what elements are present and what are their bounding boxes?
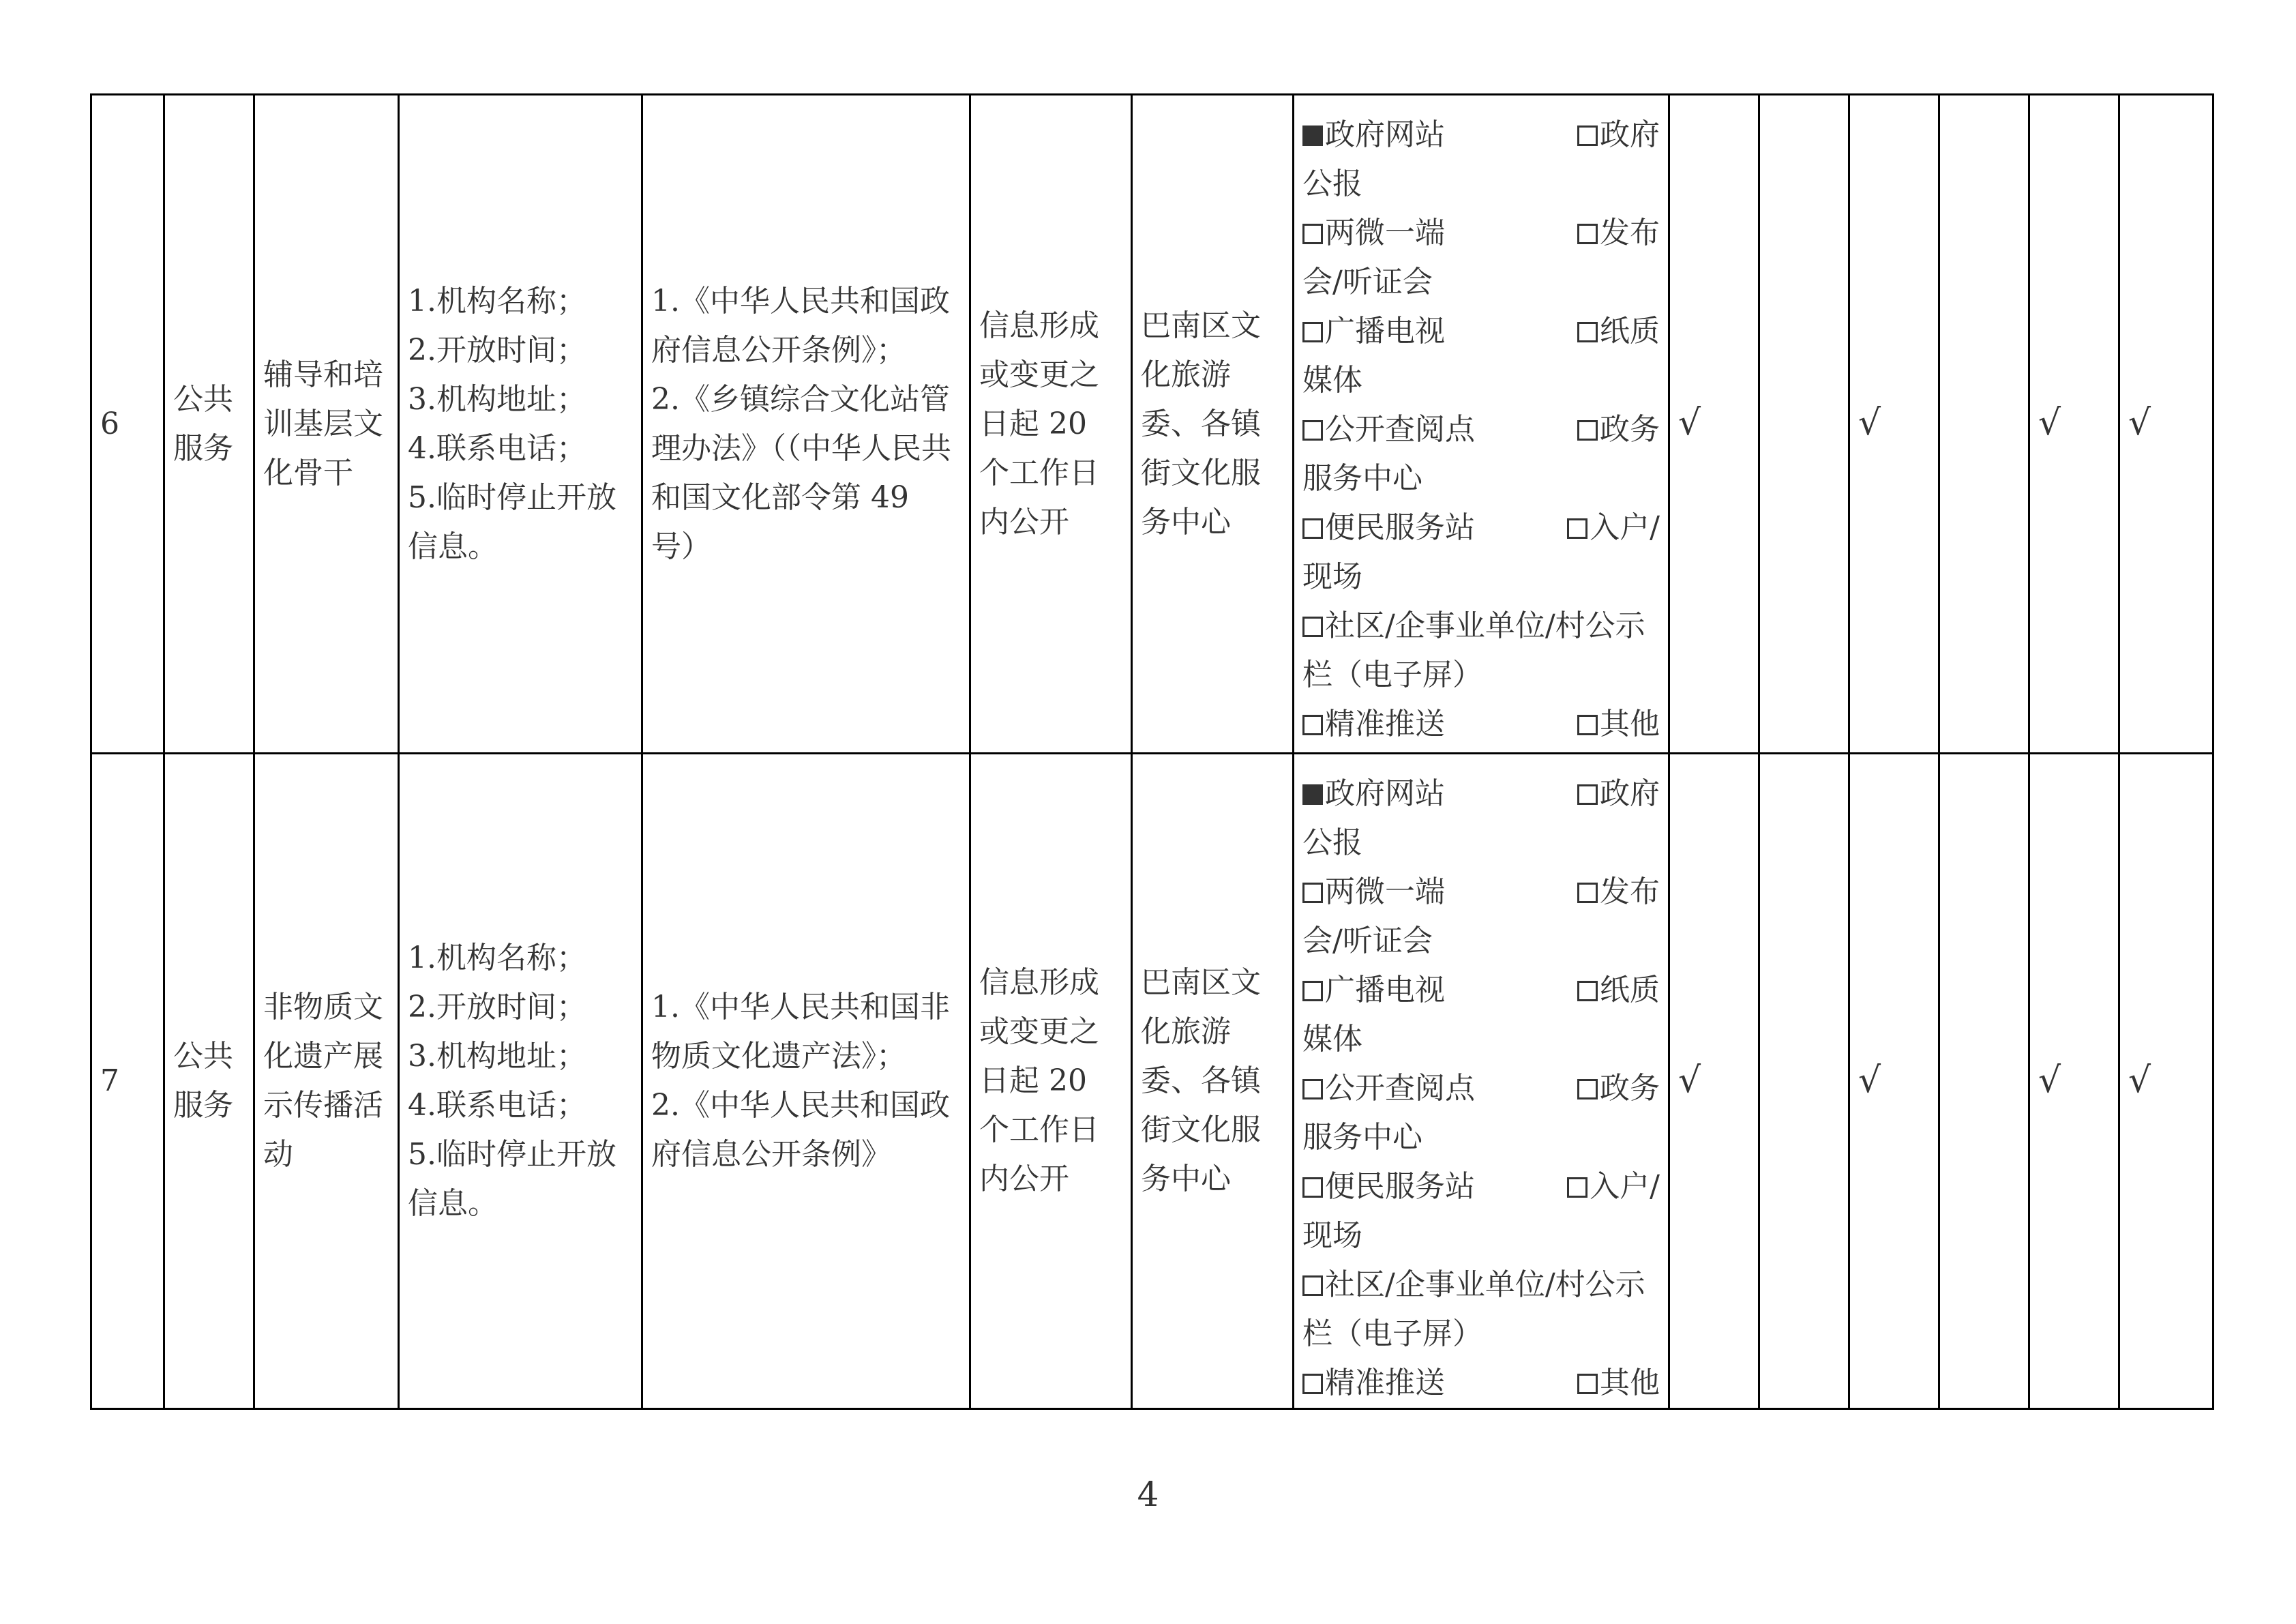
channel-label: 发布 bbox=[1600, 874, 1660, 909]
basis-cell bbox=[642, 754, 970, 1409]
basis-line: 1.《中华人民共和国非物质文化遗产法》； bbox=[651, 990, 950, 1074]
channel-label: 公开查阅点 bbox=[1325, 1071, 1475, 1106]
unchecked-box-icon bbox=[1577, 1079, 1598, 1099]
channel-option bbox=[1577, 1359, 1660, 1408]
category-cell: 公共服务 bbox=[164, 754, 254, 1409]
content-line: 5.临时停止开放信息。 bbox=[408, 479, 616, 564]
channel-label: 精准推送 bbox=[1325, 707, 1445, 741]
channel-continuation: 会/听证会 bbox=[1302, 265, 1433, 299]
channel-option bbox=[1302, 700, 1445, 749]
unchecked-box-icon bbox=[1577, 784, 1598, 805]
channel-label: 政府网站 bbox=[1325, 776, 1445, 811]
channel-option bbox=[1302, 307, 1445, 356]
channel-option bbox=[1577, 307, 1660, 356]
channel-continuation: 公报 bbox=[1302, 825, 1362, 860]
row-number: 6 bbox=[91, 95, 164, 754]
mark-cell bbox=[1759, 95, 1849, 754]
time-limit-cell: 信息形成或变更之日起 20 个工作日内公开 bbox=[970, 95, 1132, 754]
channel-option-pair bbox=[1302, 1162, 1660, 1211]
channel-option-pair bbox=[1302, 209, 1660, 258]
channel-option-pair bbox=[1302, 868, 1660, 917]
channel-label: 两微一端 bbox=[1325, 216, 1445, 250]
content-cell bbox=[399, 754, 642, 1409]
channel-label: 政府网站 bbox=[1325, 117, 1445, 152]
mark-cell bbox=[2119, 95, 2213, 754]
channel-option-pair bbox=[1302, 1359, 1660, 1408]
channels-cell bbox=[1294, 95, 1669, 754]
channel-option bbox=[1302, 966, 1445, 1015]
mark-cell bbox=[1849, 754, 1939, 1409]
channel-label: 政府 bbox=[1600, 117, 1660, 152]
check-mark-icon: √ bbox=[2038, 1059, 2061, 1101]
channel-label: 政务 bbox=[1600, 412, 1660, 447]
channel-label: 社区/企事业单位/村公示 bbox=[1325, 608, 1645, 643]
channel-continuation: 栏（电子屏） bbox=[1302, 658, 1482, 692]
basis-line: 2.《乡镇综合文化站管理办法》（（中华人民共和国文化部令第 49 号） bbox=[651, 381, 951, 564]
check-mark-icon: √ bbox=[1678, 1059, 1701, 1101]
channel-option bbox=[1577, 110, 1660, 160]
row-number: 7 bbox=[91, 754, 164, 1409]
table-row bbox=[91, 754, 2213, 1409]
unchecked-box-icon bbox=[1577, 1374, 1598, 1394]
channel-label: 其他 bbox=[1600, 707, 1660, 741]
channel-option bbox=[1577, 769, 1660, 818]
item-cell: 辅导和培训基层文化骨干 bbox=[254, 95, 399, 754]
channel-option bbox=[1577, 209, 1660, 258]
channel-option bbox=[1302, 868, 1445, 917]
channel-continuation: 公报 bbox=[1302, 166, 1362, 201]
channel-continuation: 会/听证会 bbox=[1302, 924, 1433, 958]
mark-cell bbox=[1849, 95, 1939, 754]
content-line: 2.开放时间； bbox=[408, 332, 586, 368]
content-line: 3.机构地址； bbox=[408, 1039, 586, 1074]
mark-cell bbox=[2029, 754, 2119, 1409]
mark-cell bbox=[1669, 754, 1759, 1409]
basis-line: 2.《中华人民共和国政府信息公开条例》 bbox=[651, 1088, 950, 1172]
basis-line: 1.《中华人民共和国政府信息公开条例》； bbox=[651, 283, 950, 368]
channel-option bbox=[1302, 503, 1475, 552]
content-line: 4.联系电话； bbox=[408, 430, 586, 466]
mark-cell bbox=[1939, 754, 2029, 1409]
channel-continuation: 现场 bbox=[1302, 1218, 1362, 1253]
channel-continuation: 现场 bbox=[1302, 559, 1362, 594]
unchecked-box-icon bbox=[1577, 224, 1598, 244]
channel-option bbox=[1567, 503, 1660, 552]
check-mark-icon: √ bbox=[1858, 1059, 1881, 1101]
unchecked-box-icon bbox=[1302, 322, 1323, 342]
channel-option bbox=[1577, 868, 1660, 917]
channel-continuation: 媒体 bbox=[1302, 363, 1362, 398]
unchecked-box-icon bbox=[1302, 883, 1323, 903]
channel-option bbox=[1577, 966, 1660, 1015]
unchecked-box-icon bbox=[1302, 518, 1323, 539]
content-line: 1.机构名称； bbox=[408, 283, 586, 319]
disclosure-table bbox=[90, 93, 2214, 1410]
channel-option-pair bbox=[1302, 700, 1660, 749]
channel-continuation: 服务中心 bbox=[1302, 461, 1422, 496]
channel-option bbox=[1567, 1162, 1660, 1211]
channel-option bbox=[1302, 1162, 1475, 1211]
unchecked-box-icon bbox=[1577, 981, 1598, 1001]
mark-cell bbox=[1669, 95, 1759, 754]
unchecked-box-icon bbox=[1302, 1177, 1323, 1198]
unchecked-box-icon bbox=[1302, 1374, 1323, 1394]
unchecked-box-icon bbox=[1567, 518, 1587, 539]
checked-box-icon bbox=[1302, 126, 1323, 146]
unchecked-box-icon bbox=[1302, 1275, 1323, 1296]
channel-label: 社区/企事业单位/村公示 bbox=[1325, 1267, 1645, 1302]
channel-option-pair bbox=[1302, 110, 1660, 160]
channel-label: 便民服务站 bbox=[1325, 1169, 1475, 1204]
content-line: 2.开放时间； bbox=[408, 990, 586, 1024]
unchecked-box-icon bbox=[1302, 715, 1323, 735]
channel-label: 广播电视 bbox=[1325, 973, 1445, 1007]
channel-label: 入户/ bbox=[1590, 510, 1660, 545]
table-body bbox=[91, 95, 2213, 1409]
mark-cell bbox=[2029, 95, 2119, 754]
unchecked-box-icon bbox=[1577, 420, 1598, 441]
channel-label: 两微一端 bbox=[1325, 874, 1445, 909]
page-number: 4 bbox=[1137, 1475, 1159, 1514]
unchecked-box-icon bbox=[1577, 126, 1598, 146]
unchecked-box-icon bbox=[1302, 981, 1323, 1001]
unchecked-box-icon bbox=[1577, 715, 1598, 735]
content-line: 5.临时停止开放信息。 bbox=[408, 1137, 616, 1221]
channel-label: 公开查阅点 bbox=[1325, 412, 1475, 447]
channel-label: 政府 bbox=[1600, 776, 1660, 811]
channel-option-pair bbox=[1302, 307, 1660, 356]
check-mark-icon: √ bbox=[2128, 1059, 2151, 1101]
channel-label: 广播电视 bbox=[1325, 314, 1445, 349]
channel-label: 入户/ bbox=[1590, 1169, 1660, 1204]
channel-option bbox=[1577, 405, 1660, 454]
channel-label: 政务 bbox=[1600, 1071, 1660, 1106]
content-cell bbox=[399, 95, 642, 754]
channel-option-pair bbox=[1302, 1064, 1660, 1113]
channel-option bbox=[1302, 209, 1445, 258]
channel-continuation: 栏（电子屏） bbox=[1302, 1316, 1482, 1351]
channel-option bbox=[1302, 1064, 1475, 1113]
channel-option bbox=[1577, 1064, 1660, 1113]
channel-continuation: 服务中心 bbox=[1302, 1120, 1422, 1155]
unchecked-box-icon bbox=[1302, 1079, 1323, 1099]
unchecked-box-icon bbox=[1302, 617, 1323, 637]
check-mark-icon: √ bbox=[2038, 402, 2061, 443]
mark-cell bbox=[1939, 95, 2029, 754]
channel-option bbox=[1302, 769, 1445, 818]
channel-list bbox=[1302, 110, 1660, 749]
channel-label: 纸质 bbox=[1600, 314, 1660, 349]
mark-cell bbox=[1759, 754, 1849, 1409]
channels-cell bbox=[1294, 754, 1669, 1409]
table-row bbox=[91, 95, 2213, 754]
check-mark-icon: √ bbox=[1678, 402, 1701, 443]
department-cell: 巴南区文化旅游委、各镇街文化服务中心 bbox=[1132, 95, 1294, 754]
basis-cell bbox=[642, 95, 970, 754]
channel-label: 精准推送 bbox=[1325, 1365, 1445, 1400]
channel-option-pair bbox=[1302, 405, 1660, 454]
unchecked-box-icon bbox=[1302, 420, 1323, 441]
channel-label: 其他 bbox=[1600, 1365, 1660, 1400]
channel-list bbox=[1302, 769, 1660, 1408]
unchecked-box-icon bbox=[1577, 883, 1598, 903]
channel-option bbox=[1302, 602, 1660, 651]
channel-label: 纸质 bbox=[1600, 973, 1660, 1007]
unchecked-box-icon bbox=[1302, 224, 1323, 244]
channel-option-pair bbox=[1302, 503, 1660, 552]
channel-option bbox=[1302, 1260, 1660, 1310]
mark-cell bbox=[2119, 754, 2213, 1409]
channel-label: 便民服务站 bbox=[1325, 510, 1475, 545]
content-line: 4.联系电话； bbox=[408, 1088, 586, 1123]
item-cell: 非物质文化遗产展示传播活动 bbox=[254, 754, 399, 1409]
channel-option bbox=[1302, 110, 1445, 160]
check-mark-icon: √ bbox=[1858, 402, 1881, 443]
channel-option bbox=[1302, 1359, 1445, 1408]
channel-continuation: 媒体 bbox=[1302, 1022, 1362, 1057]
channel-option bbox=[1577, 700, 1660, 749]
content-line: 1.机构名称； bbox=[408, 941, 586, 975]
category-cell: 公共服务 bbox=[164, 95, 254, 754]
channel-option-pair bbox=[1302, 966, 1660, 1015]
channel-label: 发布 bbox=[1600, 216, 1660, 250]
channel-option bbox=[1302, 405, 1475, 454]
channel-option-pair bbox=[1302, 769, 1660, 818]
checked-box-icon bbox=[1302, 784, 1323, 805]
unchecked-box-icon bbox=[1567, 1177, 1587, 1198]
department-cell: 巴南区文化旅游委、各镇街文化服务中心 bbox=[1132, 754, 1294, 1409]
check-mark-icon: √ bbox=[2128, 402, 2151, 443]
content-line: 3.机构地址； bbox=[408, 381, 586, 417]
time-limit-cell: 信息形成或变更之日起 20 个工作日内公开 bbox=[970, 754, 1132, 1409]
unchecked-box-icon bbox=[1577, 322, 1598, 342]
